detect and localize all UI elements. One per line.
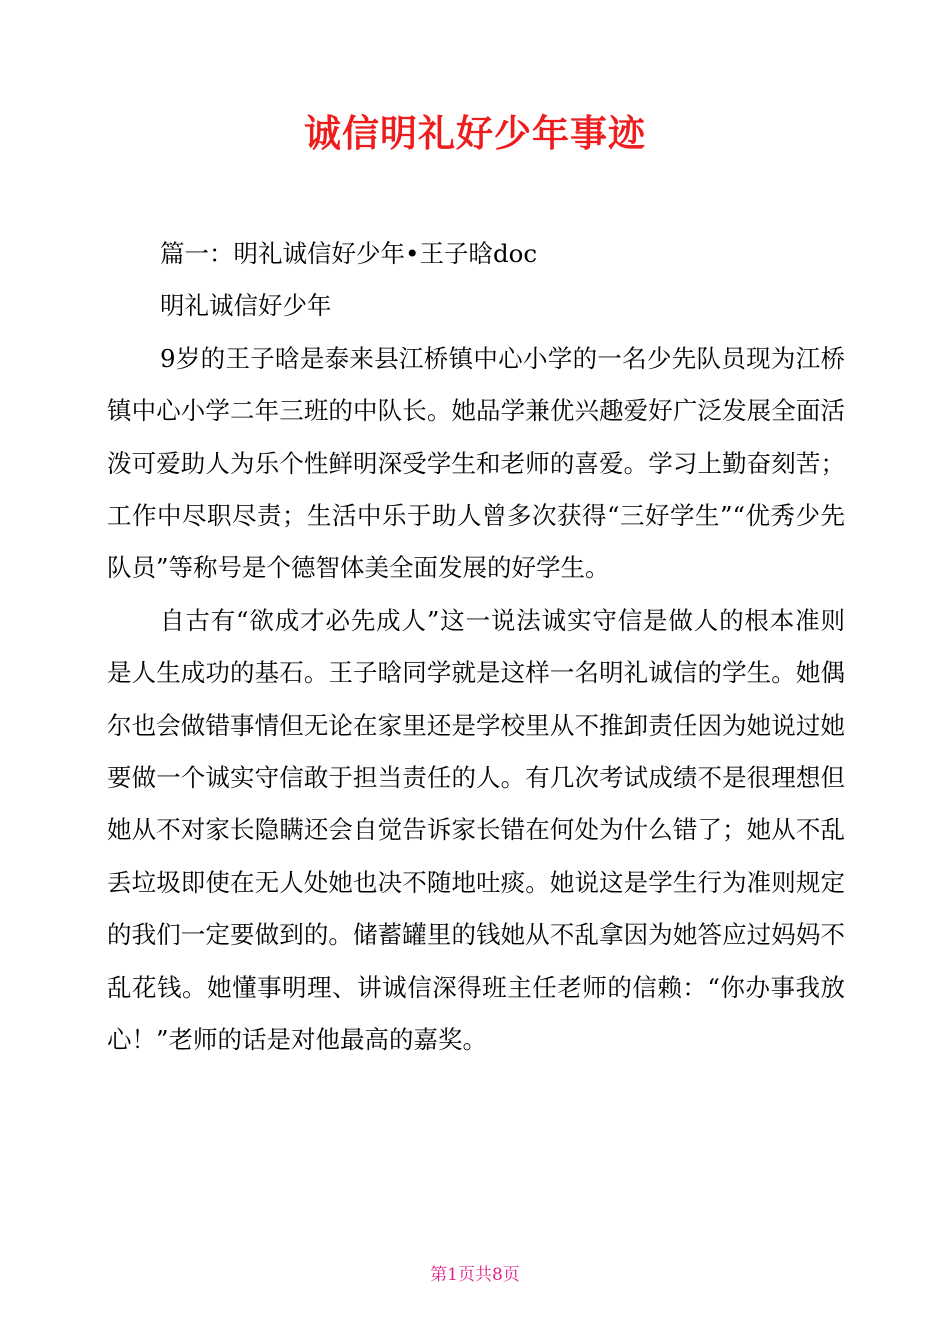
body-paragraph: 自古有“欲成才必先成人”这一说法诚实守信是做人的根本准则是人生成功的基石。王子晗同学就是这样一名明礼诚信的学生。她偶尔也会做错事情但无论在家里还是学校里从不推卸责任因为她说过她要做一个诚实守信敢于担当责任的人。有几次考试成绩不是很理想但她从不对家长隐瞒还会自觉告诉家长错在何处为什么错了；她从不乱丢垃圾即使在无人处她也决不随地吐痰。她说这是学生行为准则规定的我们一定要做到的。储蓄罐里的钱她从不乱拿因为她答应过妈妈不乱花钱。她懂事明理、讲诚信深得班主任老师的信赖：“你办事我放心！”老师的话是对他最高的嘉奖。 [107,605,845,1055]
subheading: 明礼诚信好少年 [160,291,332,321]
section-heading: 篇一：明礼诚信好少年•王子晗doc [160,239,538,268]
body-paragraph: 9岁的王子晗是泰来县江桥镇中心小学的一名少先队员现为江桥镇中心小学二年三班的中队长。她品学兼优兴趣爱好广泛发展全面活泼可爱助人为乐个性鲜明深受学生和老师的喜爱。学习上勤奋刻苦；工作中尽职尽责；生活中乐于助人曾多次获得“三好学生”“优秀少先队员”等称号是个德智体美全面发展的好学生。 [107,343,845,583]
document-title: 诚信明礼好少年事迹 [304,112,646,155]
page-number-footer: 第1页共8页 [430,1265,520,1285]
document-body [107,228,845,1067]
